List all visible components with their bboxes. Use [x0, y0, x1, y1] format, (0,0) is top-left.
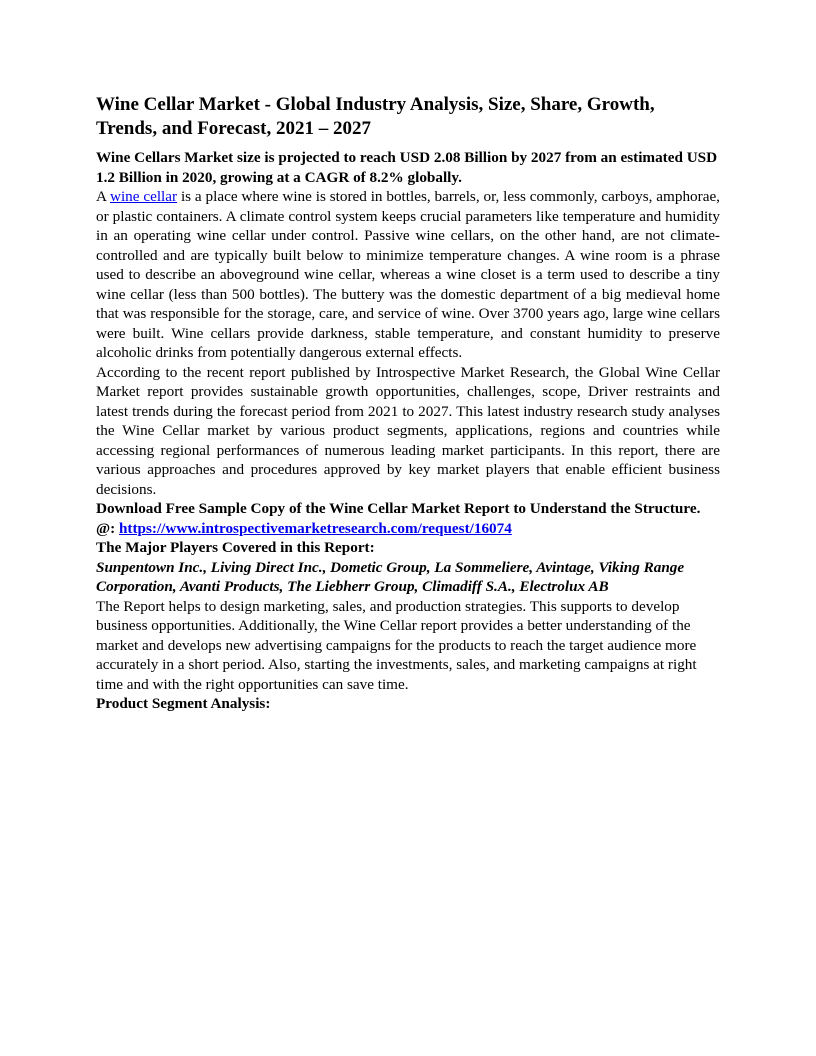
segment-heading: Product Segment Analysis:	[96, 695, 271, 712]
sample-request-link[interactable]: https://www.introspectivemarketresearch.com/request/16074	[118, 519, 512, 537]
url-prefix: @:	[96, 519, 119, 537]
report-paragraph: According to the recent report published by Introspective Market Research, the Global Wine Cellar Market report provides sustainable growth opportunities, challenges, scope, Driver restraints and latest trends during the forecast period from 2021 to 2027. This latest industry research study analyses the Wine Cellar market by various product segments, applications, regions and countries while accessing regional performances of numerous leading market participants. In this report, there are various approaches and procedures approved by key market players that enable efficient business decisions.	[96, 363, 720, 498]
intro-prefix: A	[96, 188, 110, 205]
wine-cellar-link[interactable]: wine cellar	[109, 188, 178, 205]
intro-paragraph	[96, 187, 720, 363]
download-heading: Download Free Sample Copy of the Wine Cellar Market Report to Understand the Structure.	[96, 500, 701, 517]
document-page	[96, 93, 720, 714]
strategy-paragraph: The Report helps to design marketing, sales, and production strategies. This supports to develop business opportunities. Additionally, the Wine Cellar report provides a better understanding of the market and develops new advertising campaigns for the products to reach the target audience more accurately in a short period. Also, starting the investments, sales, and marketing campaigns at right time and with the right opportunities can save time.	[96, 597, 697, 693]
sample-url-line	[96, 519, 720, 539]
players-list: Sunpentown Inc., Living Direct Inc., Dometic Group, La Sommeliere, Avintage, Viking Range Corporation, Avanti Products, The Liebherr Group, Climadiff S.A., Electrolux AB	[96, 558, 685, 595]
document-title: Wine Cellar Market - Global Industry Analysis, Size, Share, Growth, Trends, and Forecast, 2021 – 2027	[96, 94, 655, 139]
market-size-summary: Wine Cellars Market size is projected to reach USD 2.08 Billion by 2027 from an estimated USD 1.2 Billion in 2020, growing at a CAGR of 8.2% globally.	[96, 149, 718, 186]
players-heading: The Major Players Covered in this Report:	[96, 539, 375, 556]
intro-body: is a place where wine is stored in bottles, barrels, or, less commonly, carboys, amphorae, or plastic containers. A climate control system keeps crucial parameters like temperature and humidity in an operating wine cellar under control. Passive wine cellars, on the other hand, are not climate-controlled and are typically built below to minimize temperature changes. A wine room is a phrase used to describe an aboveground wine cellar, whereas a wine closet is a term used to describe a tiny wine cellar (less than 500 bottles). The buttery was the domestic department of a big medieval home that was responsible for the storage, care, and service of wine. Over 3700 years ago, large wine cellars were built. Wine cellars provide darkness, stable temperature, and constant humidity to preserve alcoholic drinks from potentially dangerous external effects.	[96, 188, 720, 361]
